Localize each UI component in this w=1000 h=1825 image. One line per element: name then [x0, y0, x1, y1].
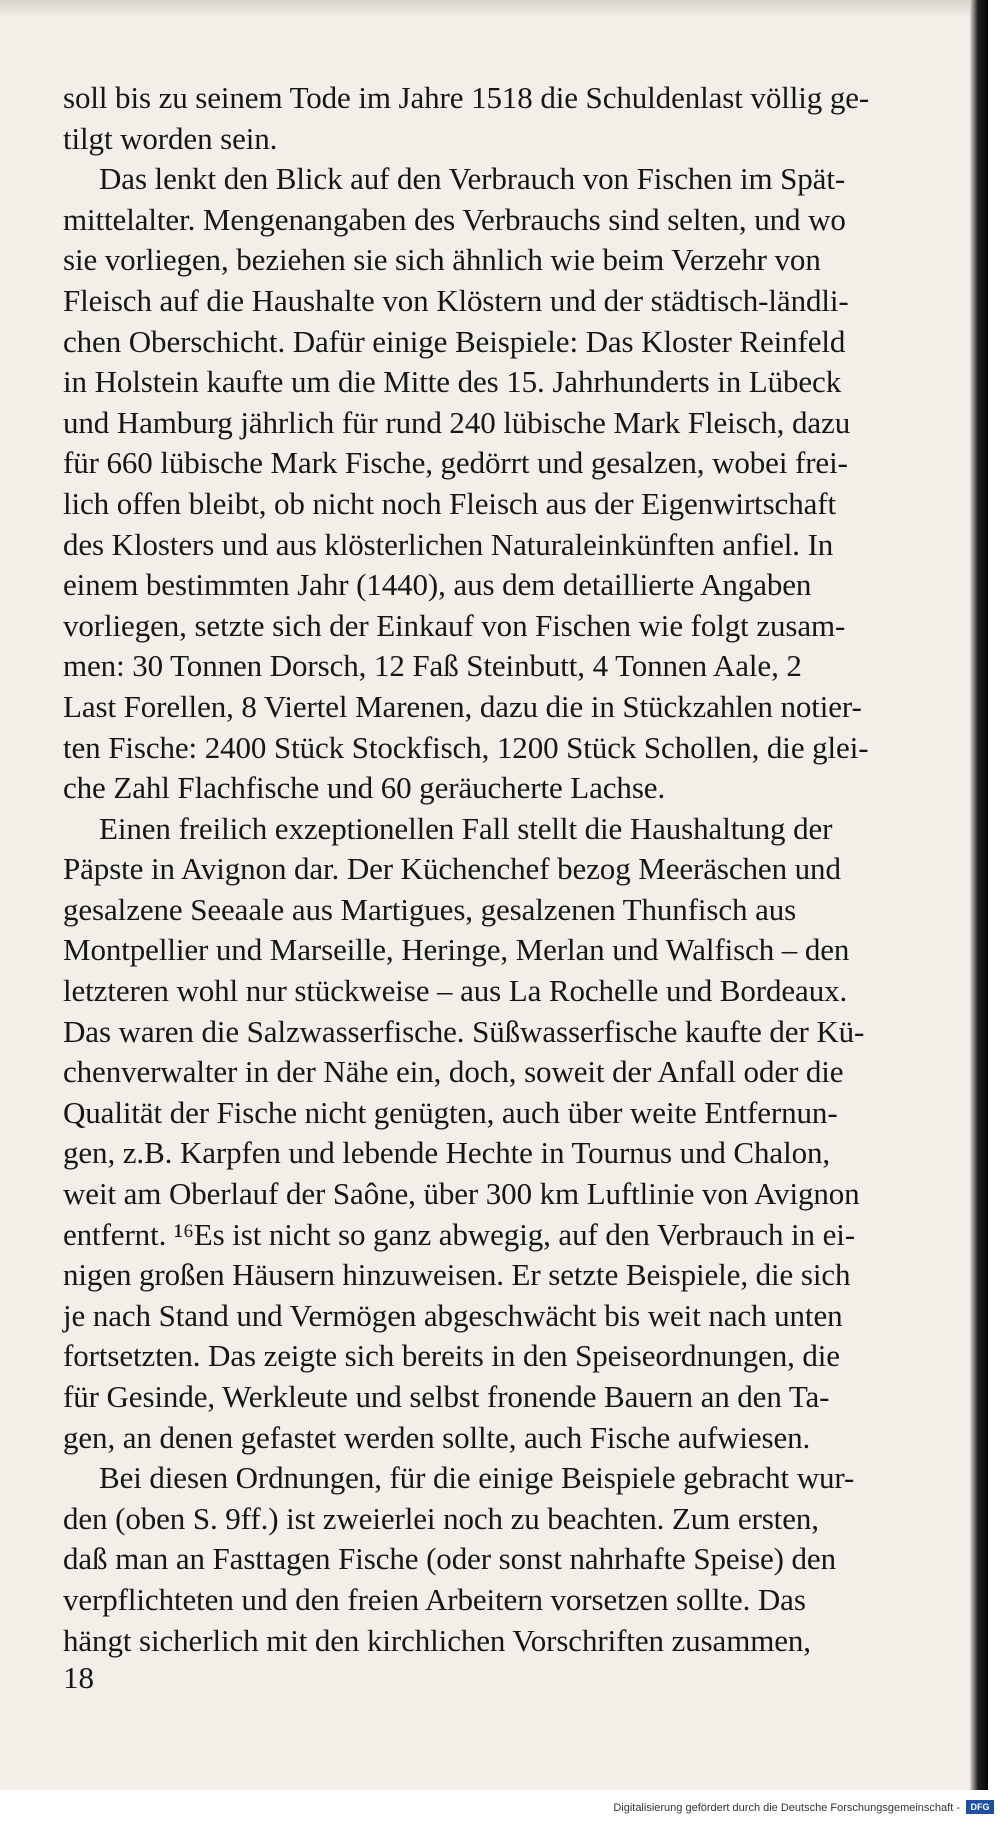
text-line: mittelalter. Mengenangaben des Verbrauchs sind selten, und wo: [63, 201, 846, 237]
text-line: des Klosters und aus klösterlichen Naturaleinkünften anfiel. In: [63, 526, 834, 562]
text-line: ten Fische: 2400 Stück Stockfisch, 1200 Stück Schollen, die glei-: [63, 729, 869, 765]
text-line: und Hamburg jährlich für rund 240 lübische Mark Fleisch, dazu: [63, 404, 851, 440]
text-line: Bei diesen Ordnungen, für die einige Beispiele gebracht wur-: [99, 1460, 855, 1496]
text-line: Qualität der Fische nicht genügten, auch über weite Entfernun-: [63, 1094, 838, 1130]
text-line: tilgt worden sein.: [63, 120, 278, 156]
dfg-logo-icon: DFG: [966, 1800, 994, 1814]
text-line: den (oben S. 9ff.) ist zweierlei noch zu beachten. Zum ersten,: [63, 1500, 819, 1536]
text-line: entfernt. ¹⁶Es ist nicht so ganz abwegig, auf den Verbrauch in ei-: [63, 1216, 855, 1252]
text-line: che Zahl Flachfische und 60 geräucherte Lachse.: [63, 770, 666, 806]
body-text: [63, 78, 988, 1661]
text-line: gen, z.B. Karpfen und lebende Hechte in Tournus und Chalon,: [63, 1135, 831, 1171]
text-line: nigen großen Häusern hinzuweisen. Er setzte Beispiele, die sich: [63, 1257, 851, 1293]
text-line: Das waren die Salzwasserfische. Süßwasserfische kaufte der Kü-: [63, 1013, 865, 1049]
text-line: sie vorliegen, beziehen sie sich ähnlich wie beim Verzehr von: [63, 242, 821, 278]
text-line: für 660 lübische Mark Fische, gedörrt und gesalzen, wobei frei-: [63, 445, 848, 481]
text-line: je nach Stand und Vermögen abgeschwächt bis weit nach unten: [63, 1297, 843, 1333]
page-top-shadow: [0, 0, 988, 18]
text-line: vorliegen, setzte sich der Einkauf von Fischen wie folgt zusam-: [63, 607, 846, 643]
text-line: Das lenkt den Blick auf den Verbrauch von Fischen im Spät-: [99, 161, 846, 197]
text-line: für Gesinde, Werkleute und selbst fronende Bauern an den Ta-: [63, 1379, 830, 1414]
text-line: weit am Oberlauf der Saône, über 300 km Luftlinie von Avignon: [63, 1176, 860, 1212]
text-line: daß man an Fasttagen Fische (oder sonst nahrhafte Speise) den: [63, 1541, 836, 1577]
text-line: einem bestimmten Jahr (1440), aus dem detaillierte Angaben: [63, 567, 812, 603]
text-line: verpflichteten und den freien Arbeitern vorsetzen sollte. Das: [63, 1581, 806, 1617]
text-line: gesalzene Seeaale aus Martigues, gesalzenen Thunfisch aus: [63, 891, 797, 927]
text-line: Last Forellen, 8 Viertel Marenen, dazu die in Stückzahlen notier-: [63, 688, 862, 724]
text-line: hängt sicherlich mit den kirchlichen Vorschriften zusammen,: [63, 1622, 811, 1658]
footer-credit: Digitalisierung gefördert durch die Deutsche Forschungsgemeinschaft -: [613, 1802, 960, 1814]
text-line: Päpste in Avignon dar. Der Küchenchef bezog Meeräschen und: [63, 851, 841, 887]
text-line: in Holstein kaufte um die Mitte des 15. Jahrhunderts in Lübeck: [63, 364, 842, 400]
text-line: fortsetzten. Das zeigte sich bereits in den Speiseordnungen, die: [63, 1338, 840, 1374]
text-line: men: 30 Tonnen Dorsch, 12 Faß Steinbutt, 4 Tonnen Aale, 2: [63, 648, 802, 684]
text-line: chenverwalter in der Nähe ein, doch, soweit der Anfall oder die: [63, 1054, 844, 1090]
text-line: gen, an denen gefastet werden sollte, auch Fische aufwiesen.: [63, 1419, 811, 1455]
text-line: lich offen bleibt, ob nicht noch Fleisch aus der Eigenwirtschaft: [63, 485, 836, 521]
text-line: Fleisch auf die Haushalte von Klöstern und der städtisch-ländli-: [63, 282, 849, 318]
text-line: soll bis zu seinem Tode im Jahre 1518 die Schuldenlast völlig ge-: [63, 80, 870, 115]
text-line: Montpellier und Marseille, Heringe, Merlan und Walfisch – den: [63, 932, 850, 968]
text-line: Einen freilich exzeptionellen Fall stellt die Haushaltung der: [99, 810, 833, 846]
text-line: chen Oberschicht. Dafür einige Beispiele: Das Kloster Reinfeld: [63, 323, 846, 359]
page-number: 18: [63, 1660, 94, 1695]
page-edge-shadow: [970, 0, 988, 1790]
digitization-footer: [0, 1790, 1000, 1825]
text-line: letzteren wohl nur stückweise – aus La Rochelle und Bordeaux.: [63, 973, 848, 1009]
